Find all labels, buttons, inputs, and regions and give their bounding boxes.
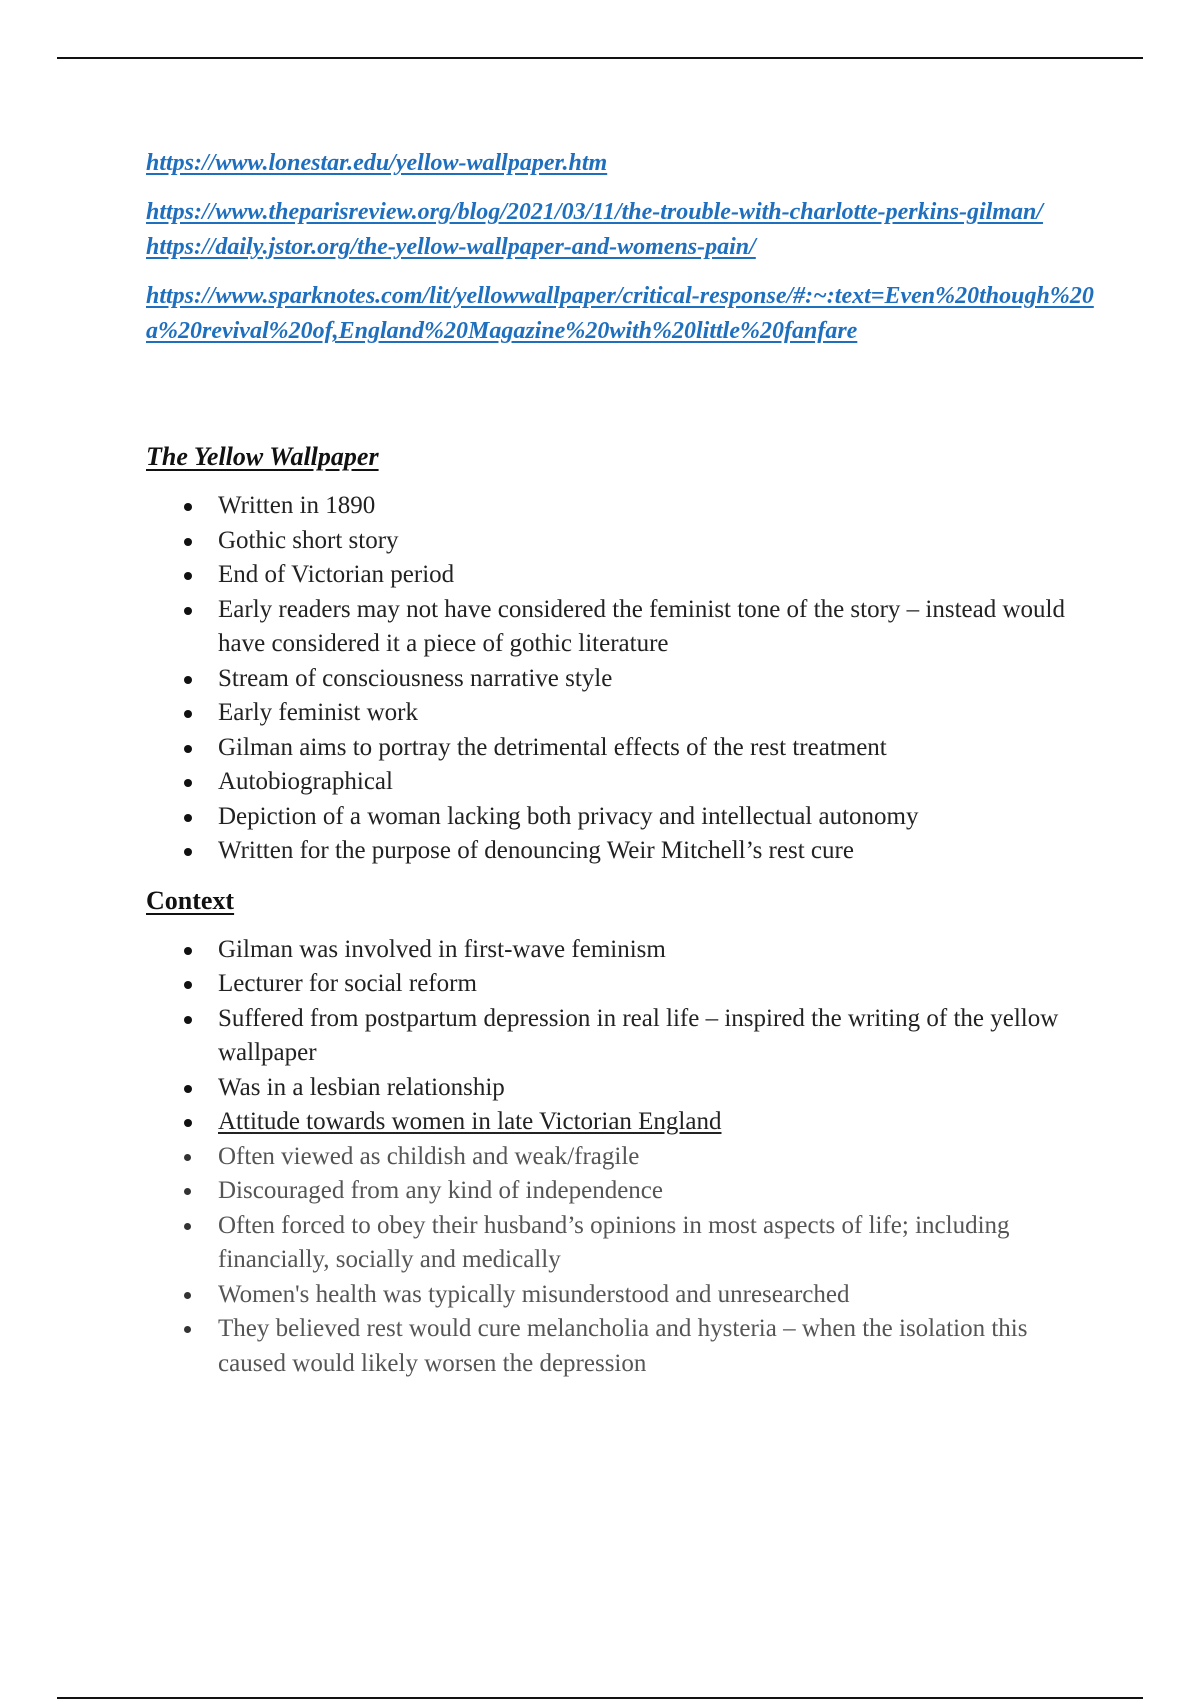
list-item-text: Autobiographical [218, 768, 393, 795]
list-item [146, 1209, 1096, 1278]
list-item-text: Was in a lesbian relationship [218, 1073, 505, 1101]
list-item [146, 967, 1096, 1002]
list-item [146, 1071, 1096, 1106]
bullet-icon [184, 981, 192, 989]
list-item [146, 1312, 1096, 1381]
list-item-text: End of Victorian period [218, 561, 455, 588]
list-item-text: Written in 1890 [218, 492, 376, 519]
heading-context: Context [146, 885, 235, 915]
list-item [146, 1105, 1096, 1140]
list-item [146, 765, 1096, 800]
list-item [146, 800, 1096, 835]
bullet-icon [184, 1326, 191, 1333]
heading-yellow-wallpaper: The Yellow Wallpaper [146, 442, 379, 471]
bullet-icon [184, 1154, 191, 1161]
list-item-text: Early readers may not have considered the feminist tone of the story – instead would have considered it a piece of gothic literature [218, 595, 1065, 657]
list-item [146, 933, 1096, 968]
list-item [146, 558, 1096, 593]
bullet-icon [184, 947, 192, 955]
bullet-icon [184, 1292, 191, 1299]
bullet-icon [184, 538, 192, 546]
context-list [146, 933, 1096, 1382]
bullet-icon [184, 779, 192, 787]
link-jstor-daily[interactable]: https://daily.jstor.org/the-yellow-wallpaper-and-womens-pain/ [146, 234, 756, 260]
list-item-text: Gothic short story [218, 526, 399, 554]
list-item-text: Written for the purpose of denouncing Weir Mitchell’s rest cure [218, 837, 854, 864]
list-item-text: Depiction of a woman lacking both privacy and intellectual autonomy [218, 802, 919, 830]
link-sparknotes[interactable]: https://www.sparknotes.com/lit/yellowwallpaper/critical-response/#:~:text=Even%20though%20a%20revival%20of,England%20Magazine%20with%20little%20fanfare [146, 283, 1094, 344]
list-item-text: They believed rest would cure melancholia and hysteria – when the isolation this caused would likely worsen the depression [218, 1315, 1028, 1377]
bullet-icon [184, 1085, 192, 1093]
bullet-icon [184, 676, 192, 684]
list-item [146, 834, 1096, 869]
list-item [146, 1278, 1096, 1313]
link-lonestar[interactable]: https://www.lonestar.edu/yellow-wallpaper.htm [146, 150, 608, 176]
reference-links [146, 146, 1096, 349]
bottom-rule [57, 1697, 1143, 1699]
bullet-icon [184, 1223, 191, 1230]
bullet-icon [184, 1188, 191, 1195]
bullet-icon [184, 848, 192, 856]
bullet-icon [184, 814, 192, 822]
bullet-icon [184, 503, 192, 511]
bullet-icon [184, 572, 192, 580]
list-item-text: Gilman was involved in first-wave feminism [218, 935, 666, 963]
bullet-icon [184, 745, 192, 753]
list-item-text: Gilman aims to portray the detrimental effects of the rest treatment [218, 733, 887, 761]
list-item-text: Early feminist work [218, 699, 418, 726]
list-item [146, 489, 1096, 524]
list-item-text: Stream of consciousness narrative style [218, 664, 613, 692]
list-item [146, 524, 1096, 559]
bullet-icon [184, 1119, 192, 1127]
link-paris-review[interactable]: https://www.theparisreview.org/blog/2021/03/11/the-trouble-with-charlotte-perkins-gilman/ [146, 199, 1043, 225]
document-body [146, 146, 1096, 1381]
list-item [146, 1174, 1096, 1209]
list-item [146, 731, 1096, 766]
list-item [146, 662, 1096, 697]
bullet-icon [184, 710, 192, 718]
list-item-text: Suffered from postpartum depression in real life – inspired the writing of the yellow wallpaper [218, 1004, 1059, 1066]
top-rule [57, 57, 1143, 59]
list-item [146, 1140, 1096, 1175]
list-item-text: Lecturer for social reform [218, 970, 477, 997]
list-item-text: Discouraged from any kind of independence [218, 1177, 663, 1204]
subheading-attitude: Attitude towards women in late Victorian England [218, 1108, 722, 1135]
yellow-wallpaper-list [146, 489, 1096, 869]
bullet-icon [184, 1016, 192, 1024]
list-item [146, 1002, 1096, 1071]
list-item-text: Women's health was typically misunderstood and unresearched [218, 1280, 850, 1308]
list-item-text: Often viewed as childish and weak/fragile [218, 1142, 640, 1170]
list-item [146, 593, 1096, 662]
bullet-icon [184, 607, 192, 615]
list-item [146, 696, 1096, 731]
list-item-text: Often forced to obey their husband’s opinions in most aspects of life; including financially, socially and medically [218, 1211, 1010, 1273]
